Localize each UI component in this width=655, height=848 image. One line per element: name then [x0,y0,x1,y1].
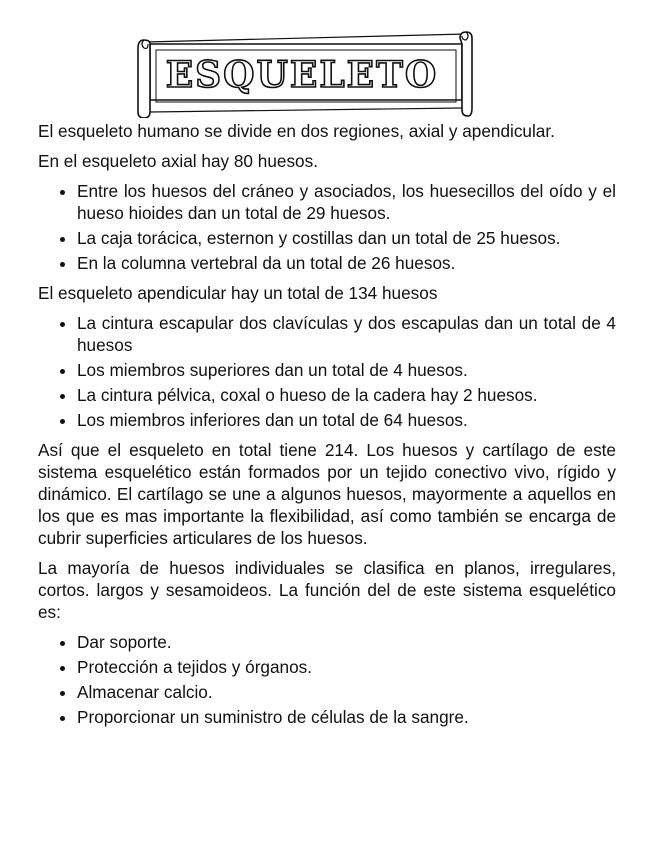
appendicular-list [38,312,616,431]
title-banner [136,30,474,118]
page-title: ESQUELETO [165,54,439,96]
list-item: • Los miembros inferiores dan un total de 64 huesos. [77,409,616,431]
appendicular-heading: El esqueleto apendicular hay un total de 134 huesos [38,283,438,303]
classification-paragraph: La mayoría de huesos individuales se clasifica en planos, irregulares, cortos. largos y sesamoideos. La función del de este sistema esquelético es: [38,558,616,622]
list-item: • La caja torácica, esternon y costillas dan un total de 25 huesos. [77,227,616,249]
list-item: • Protección a tejidos y órganos. [77,656,616,678]
summary-paragraph: Así que el esqueleto en total tiene 214. Los huesos y cartílago de este sistema esquelético están formados por un tejido conectivo vivo, rígido y dinámico. El cartílago se une a algunos huesos, mayormente a aquellos en los que es mas importante la flexibilidad, así como también se encarga de cubrir superficies articulares de los huesos. [38,440,616,548]
functions-list [38,631,616,728]
intro-paragraph: El esqueleto humano se divide en dos regiones, axial y apendicular. [38,121,555,141]
list-item: • La cintura pélvica, coxal o hueso de la cadera hay 2 huesos. [77,384,616,406]
list-item: • Proporcionar un suministro de células de la sangre. [77,706,616,728]
axial-heading: En el esqueleto axial hay 80 huesos. [38,151,318,171]
list-item: • Entre los huesos del cráneo y asociados, los huesecillos del oído y el hueso hioides dan un total de 29 huesos. [77,180,616,224]
list-item: • Almacenar calcio. [77,681,616,703]
list-item: • La cintura escapular dos clavículas y dos escapulas dan un total de 4 huesos [77,312,616,356]
list-item: • En la columna vertebral da un total de 26 huesos. [77,252,616,274]
document-body [38,120,616,736]
list-item: • Los miembros superiores dan un total de 4 huesos. [77,359,616,381]
list-item: • Dar soporte. [77,631,616,653]
axial-list [38,180,616,274]
